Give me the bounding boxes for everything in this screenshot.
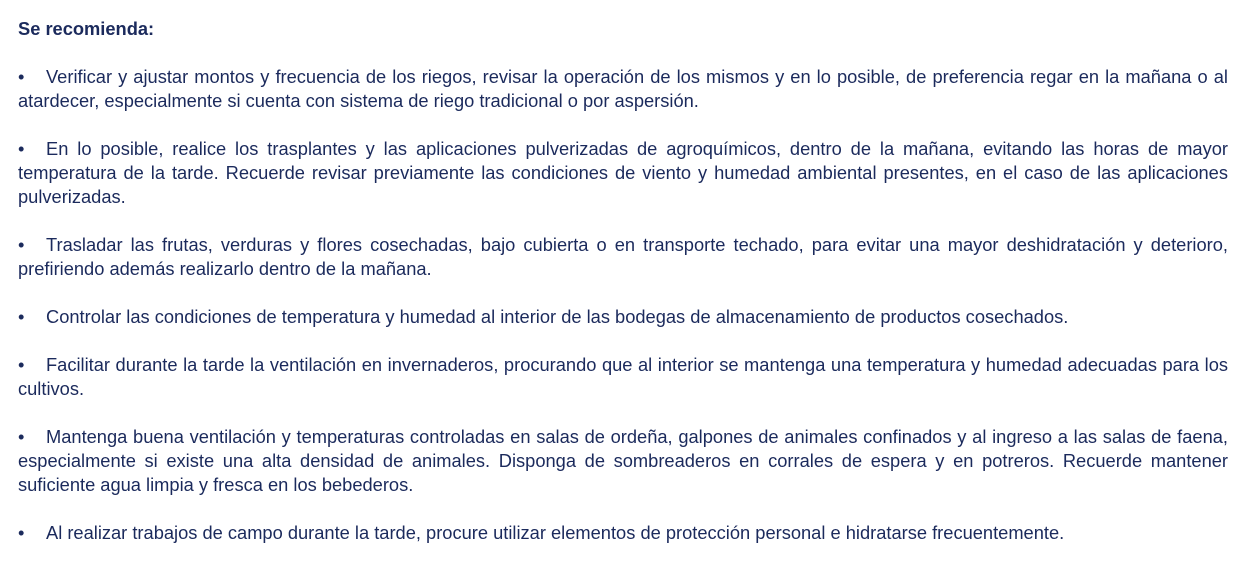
bullet-icon: •	[18, 522, 25, 543]
recommendation-text: Trasladar las frutas, verduras y flores cosechadas, bajo cubierta o en transporte techado, para evitar una mayor deshidratación y deterioro, prefiriendo además realizarlo dentro de la mañana.	[18, 234, 1228, 279]
bullet-icon: •	[18, 138, 25, 159]
bullet-icon: •	[18, 354, 25, 375]
bullet-icon: •	[18, 234, 25, 255]
recommendation-item	[18, 65, 1228, 113]
recommendation-item	[18, 305, 1228, 329]
recommendations-document	[18, 17, 1228, 545]
recommendation-text: Mantenga buena ventilación y temperaturas controladas en salas de ordeña, galpones de animales confinados y al ingreso a las salas de faena, especialmente si existe una alta densidad de animales. Disponga de sombreaderos en corrales de espera y en potreros. Recuerde mantener suficiente agua limpia y fresca en los bebederos.	[18, 426, 1228, 495]
recommendation-item	[18, 137, 1228, 209]
bullet-icon: •	[18, 426, 25, 447]
bullet-icon: •	[18, 306, 25, 327]
bullet-icon: •	[18, 66, 25, 87]
recommendation-item	[18, 233, 1228, 281]
recommendation-list	[18, 65, 1228, 545]
recommendation-text: Facilitar durante la tarde la ventilación en invernaderos, procurando que al interior se mantenga una temperatura y humedad adecuadas para los cultivos.	[18, 354, 1228, 399]
recommendation-text: Al realizar trabajos de campo durante la tarde, procure utilizar elementos de protección personal e hidratarse frecuentemente.	[46, 522, 1065, 543]
recommendation-item	[18, 353, 1228, 401]
recommendation-item	[18, 521, 1228, 545]
recommendation-text: Verificar y ajustar montos y frecuencia de los riegos, revisar la operación de los mismos y en lo posible, de preferencia regar en la mañana o al atardecer, especialmente si cuenta con sistema de riego tradicional o por aspersión.	[18, 66, 1228, 111]
recommendation-text: En lo posible, realice los trasplantes y las aplicaciones pulverizadas de agroquímicos, dentro de la mañana, evitando las horas de mayor temperatura de la tarde. Recuerde revisar previamente las condiciones de viento y humedad ambiental presentes, en el caso de las aplicaciones pulverizadas.	[18, 138, 1228, 207]
recommendation-item	[18, 425, 1228, 497]
section-heading: Se recomienda:	[18, 18, 155, 39]
recommendation-text: Controlar las condiciones de temperatura y humedad al interior de las bodegas de almacenamiento de productos cosechados.	[46, 306, 1069, 327]
